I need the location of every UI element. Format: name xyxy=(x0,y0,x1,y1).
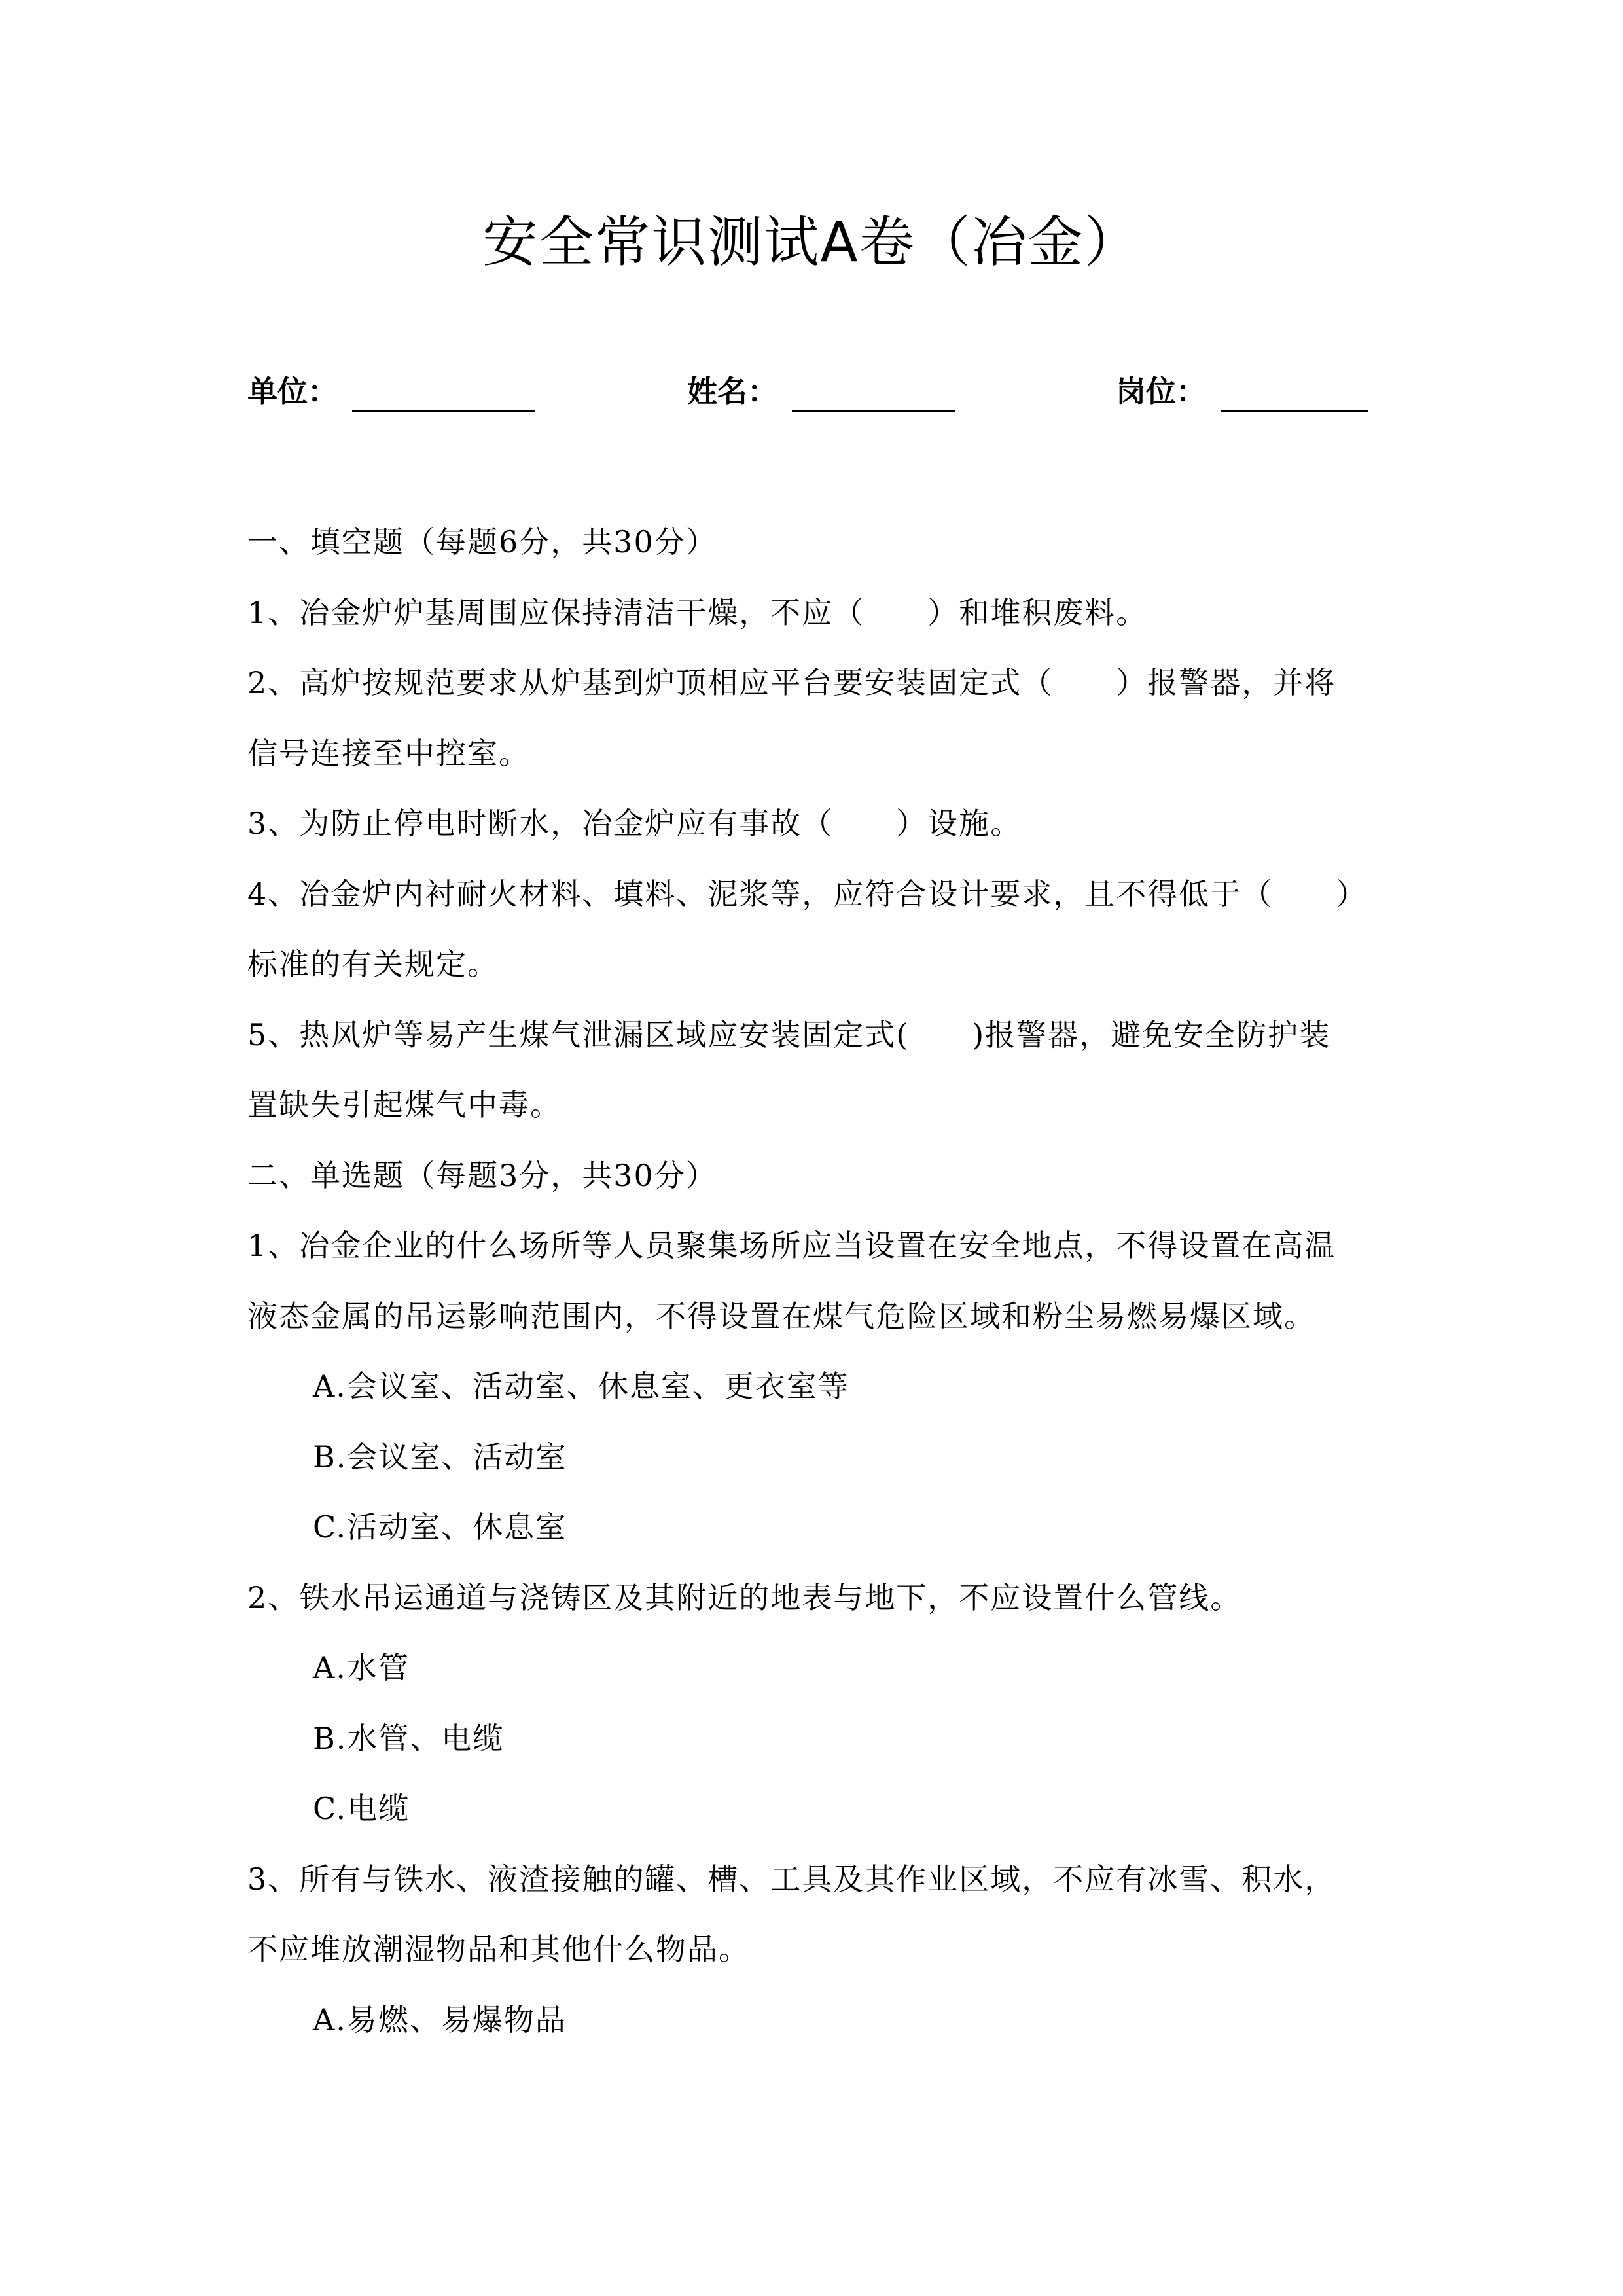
question-text: 5、热风炉等易产生煤气泄漏区域应安装固定式( )报警器，避免安全防护装 xyxy=(247,1016,1331,1052)
option-b[interactable]: B.会议室、活动室 xyxy=(313,1439,567,1475)
option-a[interactable]: A.易燃、易爆物品 xyxy=(313,2001,567,2037)
fill-in-question-5 xyxy=(247,1000,1399,1141)
question-text: 1、冶金炉炉基周围应保持清洁干燥，不应（ ）和堆积废料。 xyxy=(247,594,1148,630)
question-text: 信号连接至中控室。 xyxy=(247,735,530,771)
question-text: 3、所有与铁水、液渣接触的罐、槽、工具及其作业区域，不应有冰雪、积水， xyxy=(247,1861,1336,1897)
question-text: 1、冶金企业的什么场所等人员聚集场所应当设置在安全地点，不得设置在高温 xyxy=(247,1228,1336,1263)
field-name-label: 姓名： xyxy=(687,374,777,409)
option-c[interactable]: C.活动室、休息室 xyxy=(313,1509,567,1545)
option-a[interactable]: A.水管 xyxy=(313,1650,410,1685)
option-b[interactable]: B.水管、电缆 xyxy=(313,1720,505,1756)
field-unit xyxy=(247,367,535,416)
fill-in-question-4 xyxy=(247,859,1399,1000)
option-c[interactable]: C.电缆 xyxy=(313,1791,410,1826)
question-text: 置缺失引起煤气中毒。 xyxy=(247,1087,562,1122)
field-position-label: 岗位： xyxy=(1116,374,1206,409)
question-text: 标准的有关规定。 xyxy=(247,946,499,982)
field-position-blank[interactable] xyxy=(1221,371,1368,412)
question-text: 2、铁水吊运通道与浇铸区及其附近的地表与地下，不应设置什么管线。 xyxy=(247,1579,1242,1615)
choice-question-1 xyxy=(247,1211,1399,1563)
question-text: 液态金属的吊运影响范围内，不得设置在煤气危险区域和粉尘易燃易爆区域。 xyxy=(247,1298,1315,1334)
question-text: 2、高炉按规范要求从炉基到炉顶相应平台要安装固定式（ ）报警器，并将 xyxy=(247,665,1336,700)
field-name xyxy=(687,367,955,416)
field-unit-label: 单位： xyxy=(247,374,338,409)
field-unit-blank[interactable] xyxy=(352,371,535,412)
question-text: 3、为防止停电时断水，冶金炉应有事故（ ）设施。 xyxy=(247,806,1022,841)
field-name-blank[interactable] xyxy=(792,371,955,412)
page-title: 安全常识测试A卷（冶金） xyxy=(482,210,1141,274)
fill-in-question-1 xyxy=(247,578,1399,649)
question-text: 不应堆放潮湿物品和其他什么物品。 xyxy=(247,1931,750,1967)
choice-question-2 xyxy=(247,1563,1399,1844)
question-text: 4、冶金炉内衬耐火材料、填料、泥浆等，应符合设计要求，且不得低于（ ） xyxy=(247,876,1368,912)
section-heading-fill-in: 一、填空题（每题6分，共30分） xyxy=(247,524,717,560)
section-heading-single-choice: 二、单选题（每题3分，共30分） xyxy=(247,1157,717,1193)
fill-in-question-3 xyxy=(247,789,1399,859)
option-a[interactable]: A.会议室、活动室、休息室、更衣室等 xyxy=(313,1369,849,1404)
fill-in-question-2 xyxy=(247,648,1399,789)
field-position xyxy=(1116,367,1368,416)
choice-question-3 xyxy=(247,1844,1399,2056)
header-fields xyxy=(0,367,1623,425)
exam-body xyxy=(247,507,1399,2055)
